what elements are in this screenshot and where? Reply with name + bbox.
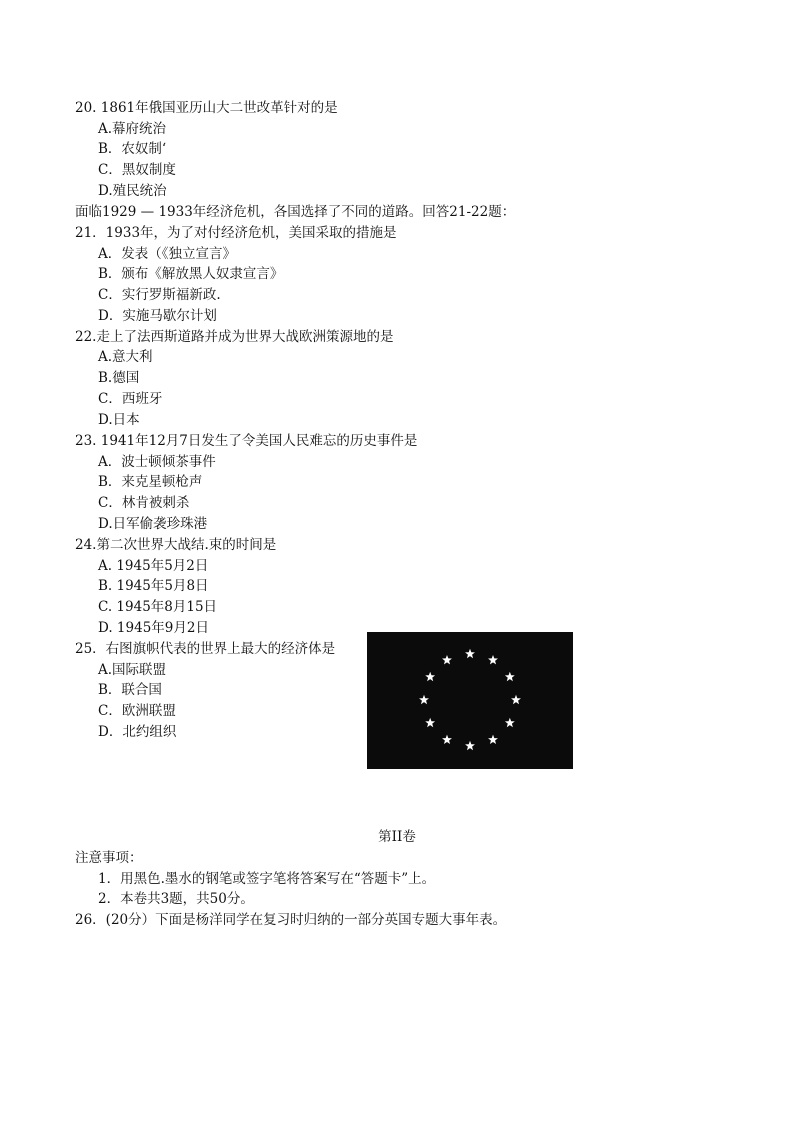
note-2: 2．本卷共3题，共50分。 (98, 891, 254, 907)
question-22-stem: 22.走上了法西斯道路并成为世界大战欧洲策源地的是 (75, 329, 394, 345)
question-20-option-d: D.殖民统治 (98, 183, 167, 199)
question-23-option-d: D.日军偷袭珍珠港 (98, 516, 208, 532)
flag-star-icon (442, 655, 452, 664)
flag-star-icon (465, 741, 475, 750)
question-21-22-intro: 面临1929 — 1933年经济危机，各国选择了不同的道路。回答21-22题： (75, 204, 516, 220)
question-24-option-b: B. 1945年5月8日 (98, 578, 209, 594)
question-22-option-c: C．西班牙 (98, 391, 163, 407)
question-24-stem: 24.第二次世界大战结.束的时间是 (75, 537, 277, 553)
flag-star-icon (425, 672, 435, 681)
question-21-option-c: C．实行罗斯福新政. (98, 287, 221, 303)
note-1: 1．用黑色.墨水的钢笔或签字笔将答案写在“答题卡”上。 (98, 871, 436, 887)
flag-star-icon (465, 649, 475, 658)
question-25-stem: 25．右图旗帜代表的世界上最大的经济体是 (75, 641, 336, 657)
flag-star-icon (488, 655, 498, 664)
question-22-option-b: B.德国 (98, 370, 140, 386)
question-21-stem: 21．1933年，为了对付经济危机，美国采取的措施是 (75, 225, 397, 241)
question-25-option-a: A.国际联盟 (98, 662, 167, 678)
question-21-option-a: A．发表（《独立宣言》 (98, 246, 236, 262)
question-24-option-d: D. 1945年9月2日 (98, 620, 209, 636)
flag-star-icon (511, 695, 521, 704)
question-20-option-b: B．农奴制‘ (98, 141, 167, 157)
question-25-option-d: D．北约组织 (98, 724, 177, 740)
question-20-stem: 20. 1861年俄国亚历山大二世改革针对的是 (75, 100, 338, 116)
notes-label: 注意事项： (75, 850, 143, 866)
flag-star-icon (425, 718, 435, 727)
question-25-option-c: C．欧洲联盟 (98, 703, 176, 719)
question-23-stem: 23. 1941年12月7日发生了令美国人民难忘的历史事件是 (75, 433, 418, 449)
question-22-option-d: D.日本 (98, 412, 140, 428)
question-23-option-c: C．林肯被刺杀 (98, 495, 190, 511)
question-20-option-a: A.幕府统治 (98, 121, 167, 137)
eu-flag-stars (367, 632, 573, 769)
question-22-option-a: A.意大利 (98, 349, 153, 365)
question-26-stem: 26．(20分）下面是杨洋同学在复习时归纳的一部分英国专题大事年表。 (75, 912, 507, 928)
question-21-option-d: D．实施马歇尔计划 (98, 308, 217, 324)
question-24-option-c: C. 1945年8月15日 (98, 599, 218, 615)
question-21-option-b: B．颁布《解放黑人奴隶宣言》 (98, 266, 284, 282)
flag-star-icon (505, 672, 515, 681)
section-2-title: 第II卷 (378, 829, 416, 845)
question-24-option-a: A. 1945年5月2日 (98, 558, 209, 574)
eu-flag-icon (367, 632, 573, 769)
flag-star-icon (488, 735, 498, 744)
flag-star-icon (442, 735, 452, 744)
flag-star-icon (505, 718, 515, 727)
question-23-option-a: A．波士顿倾茶事件 (98, 454, 216, 470)
question-23-option-b: B．来克星顿枪声 (98, 474, 203, 490)
flag-star-icon (419, 695, 429, 704)
question-20-option-c: C．黑奴制度 (98, 162, 176, 178)
question-25-option-b: B．联合国 (98, 682, 162, 698)
